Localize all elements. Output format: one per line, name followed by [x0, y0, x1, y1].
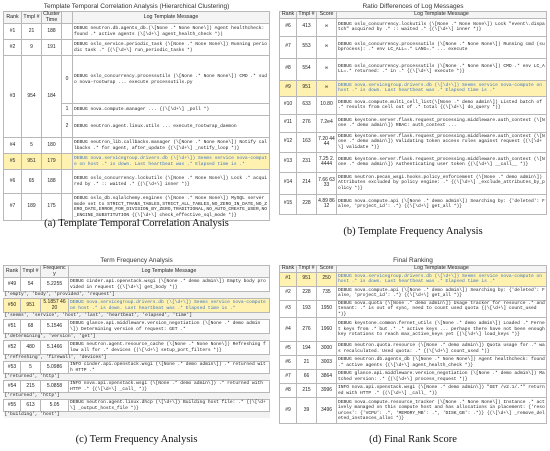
keyword-row: [4, 374, 270, 381]
message-cell: DEBUG neutron.agent.linux.utils ... execute_rootwrap_daemon: [73, 116, 270, 138]
rank-cell: #8: [280, 58, 297, 80]
message-cell: DEBUG oslo_concurrency.processutils (\[None .* None None\]) Running cmd (subprocess): .* env LC_ALL=.* LANG=.* ... execute: [337, 36, 547, 58]
tmpl-cell: 66: [297, 370, 317, 384]
score-cell: 250: [317, 272, 337, 286]
message-cell: DEBUG keystone.server.flask.request_processing.middleware.auth_context (\[None .* demo admin\]) RBAC: auth_context ...: [337, 114, 547, 132]
tmpl-cell: 39: [297, 398, 317, 424]
message-cell: DEBUG keystone.server.flask.request_processing.middleware.auth_context (\[None .* demo admin\]) Validating token access rules against request {(\[\d+\] validate *)}: [337, 132, 547, 152]
score-cell: 7.66 6333: [317, 172, 337, 194]
score-cell: 4.89 8612: [317, 194, 337, 214]
table-row-highlighted: [4, 154, 270, 170]
header-tmpl: Tmpl #: [22, 12, 42, 24]
score-cell: ∞: [317, 80, 337, 96]
header-index: [62, 12, 73, 24]
rank-cell: #7: [4, 194, 22, 221]
index-cell: [62, 138, 73, 154]
time-cell: 179: [42, 154, 62, 170]
rank-cell: #10: [280, 96, 297, 114]
table-row: [4, 320, 270, 334]
message-cell: INFO nova.api.openstack.wsgi (\[None .* demo admin\]) "GET /v2.1/.*" returned with HTTP .* {(\[\d+\] _call_ *)}: [338, 385, 545, 396]
caption-a: (a) Template Temporal Correlation Analysis: [44, 218, 229, 229]
header-rank: Rank: [4, 12, 22, 24]
score-cell: ∞: [317, 36, 337, 58]
header-message: Log Template Message: [69, 266, 270, 278]
panel-term-frequency: [3, 256, 270, 427]
panel-final-ranking: [279, 256, 547, 431]
score-cell: ∞: [317, 18, 337, 36]
score-cell: 7.25 2.4444: [317, 152, 337, 172]
frequency-cell: 5.0986: [41, 362, 69, 374]
message-cell: DEBUG nova.compute.api (\[None .* demo admin\]) Searching by: {'deleted': False, 'project_id': .*} {(\[\d+\] get_all *)}: [338, 287, 545, 299]
table-header-row: [4, 12, 270, 24]
rank-cell: #3: [4, 56, 22, 138]
index-cell: [62, 194, 73, 221]
keyword-row: [4, 412, 270, 419]
table-row: [280, 370, 547, 384]
message-cell: DEBUG neutron.agent.resource_cache (\[None .* None None\]) Refreshing flow all for .* devices {(\[\d+\] setup_port_filters *)}: [69, 341, 270, 355]
frequency-cell: 5.0858: [41, 381, 69, 393]
message-cell: DEBUG keystone.server.flask.request_processing.middleware.auth_context (\[None .* demo admin\]) Authenticating user token {(\[\d+\] __call__ *)}: [337, 152, 547, 172]
table-row: [4, 278, 270, 292]
keyword-list: ['empty', 'body', 'provided', 'request']: [4, 292, 270, 299]
keyword-list: ['returned', 'http']: [4, 393, 270, 400]
table-header-row: [4, 266, 270, 278]
message-cell: DEBUG neutron.agent.linux.dhcp (\[\d+\]) Building host file: .* {(\[\d+\] _output_hosts_file *)}: [69, 400, 270, 412]
table-row: [280, 152, 547, 172]
index-cell: [62, 170, 73, 194]
frequency-cell: 5.1546: [41, 320, 69, 334]
time-cell: 191: [42, 40, 62, 56]
table-row: [280, 356, 547, 370]
message-cell: DEBUG neutron.db.agents_db.(\[None .* None None\]) Agent healthcheck: found .* active agents (\[\d+\] agent_health_check *)): [73, 24, 270, 40]
table-row: [4, 381, 270, 393]
rank-cell: #6: [4, 170, 22, 194]
rank-cell: #9: [280, 80, 297, 96]
score-cell: 3864: [317, 370, 337, 384]
time-cell: 184: [42, 56, 62, 138]
table-row: [4, 24, 270, 40]
panel-d-title: Final Ranking: [393, 257, 433, 264]
table-row: [280, 96, 547, 114]
table-row: [4, 362, 270, 374]
table-row: [280, 132, 547, 152]
caption-c: (c) Term Frequency Analysis: [75, 434, 198, 445]
rank-cell: #2: [280, 286, 297, 300]
message-cell: DEBUG oslo_concurrency.lockutils (\[None .* None None\]) Lock .* acquired by .* :: waited .* {(\[\d+\] inner *)}: [73, 170, 270, 194]
tmpl-cell: 163: [297, 132, 317, 152]
rank-cell: #4: [4, 138, 22, 154]
table-row: [280, 318, 547, 342]
message-cell: DEBUG nova.servicegroup.drivers.db (\[\d+\]) Seems service nova-compute on host .* is down. Last heartbeat was .* Elapsed time is .*: [337, 80, 547, 96]
panel-template-frequency: [279, 2, 547, 222]
tmpl-cell: 54: [21, 278, 41, 292]
rank-cell: #7: [280, 370, 297, 384]
tmpl-cell: 951: [22, 154, 42, 170]
rank-cell: #52: [4, 341, 21, 355]
header-rank: Rank: [280, 12, 297, 19]
tmpl-cell: 480: [21, 341, 41, 355]
keyword-list: ['seems', 'service', 'host', 'last', 'heartbeat', 'elapsed', 'time']: [4, 313, 270, 320]
tmpl-cell: 193: [297, 300, 317, 318]
tmpl-cell: 215: [21, 381, 41, 393]
header-score: Score: [317, 266, 337, 273]
score-cell: 7.2e4: [317, 114, 337, 132]
header-rank: Rank: [4, 266, 21, 278]
tmpl-cell: 215: [297, 384, 317, 398]
message-cell: DEBUG oslo_db.sqlalchemy.engines (\[None .* None None\]) MySQL server mode set to STRICT_TRANS_TABLES,STRICT_ALL_TABLES,NO_ZERO_IN_DATE,NO_ZERO_DATE,ERROR_FOR_DIVISION_BY_ZERO,TRADITIONAL,NO_AUTO_CREATE_USER,NO_ENGINE_SUBSTITUTION {(\[\d+\] check_effective_sql_mode *)}: [73, 194, 270, 221]
tmpl-cell: 553: [297, 36, 317, 58]
message-cell: DEBUG nova.servicegroup.drivers.db (\[\d+\]) Seems service nova-compute on host .* is down. Last heartbeat was .* Elapsed time is .*: [73, 154, 270, 170]
keyword-row: [4, 334, 270, 341]
rank-cell: #14: [280, 172, 297, 194]
table-row-highlighted: [280, 80, 547, 96]
rank-cell: #4: [280, 318, 297, 342]
rank-cell: #55: [4, 400, 21, 412]
table-row: [4, 138, 270, 154]
panel-b-title: Ratio Differences of Log Messages: [362, 3, 464, 10]
keyword-row: [4, 313, 270, 320]
message-cell: DEBUG cinder.api.openstack.wsgi (\[None .* demo admin\]) Empty body provided in request {(\[\d+\] get_body *)}: [69, 278, 270, 292]
table-header-row: [280, 12, 547, 19]
time-cell: 175: [42, 194, 62, 221]
tmpl-cell: 21: [22, 24, 42, 40]
frequency-cell: 5.05: [41, 400, 69, 412]
tmpl-cell: 21: [297, 356, 317, 370]
index-cell: 0: [62, 56, 73, 104]
header-message: Log Template Message: [73, 12, 270, 24]
rank-cell: #8: [280, 384, 297, 398]
message-cell: DEBUG neutron.quota.resource (\[None .* demo admin\]) Quota usage for .* was recalculated. Used quota: .* {(\[\d+\] count_used *)}: [338, 343, 545, 354]
rank-cell: #12: [280, 132, 297, 152]
tmpl-cell: 413: [297, 18, 317, 36]
tmpl-cell: 951: [297, 272, 317, 286]
score-cell: 3496: [317, 398, 337, 424]
time-cell: 180: [42, 138, 62, 154]
message-cell: DEBUG nova.compute.manager ... {(\[\d+\] _poll *): [73, 104, 270, 116]
panel-template-temporal-correlation: [3, 2, 270, 218]
table-row: [4, 40, 270, 56]
table-row: [280, 398, 547, 424]
header-rank: Rank: [280, 266, 297, 273]
table-row: [280, 114, 547, 132]
index-cell: [62, 154, 73, 170]
table-row: [280, 342, 547, 356]
tmpl-cell: 554: [297, 58, 317, 80]
tmpl-cell: 231: [297, 152, 317, 172]
time-cell: 188: [42, 24, 62, 40]
rank-cell: #3: [280, 300, 297, 318]
table-row: [280, 384, 547, 398]
time-cell: 188: [42, 170, 62, 194]
index-cell: [62, 24, 73, 40]
rank-cell: #1: [4, 24, 22, 40]
rank-cell: #53: [4, 362, 21, 374]
table-row-highlighted: [4, 299, 270, 313]
keyword-row: [4, 292, 270, 299]
message-cell: INFO nova.api.openstack.wsgi (\[None .* demo admin\]) .* returned with HTTP .* {(\[\d+\] _call_ *)}: [69, 381, 270, 393]
message-cell: DEBUG nova.servicegroup.drivers.db (\[\d+\]) Seems service nova-compute on host .* is down. Last heartbeat was .* Elapsed time is .*: [69, 299, 270, 313]
rank-cell: #54: [4, 381, 21, 393]
tmpl-cell: 65: [22, 170, 42, 194]
message-cell: DEBUG neutron.db.agents_db (\[None .* None None\]) Agent healthcheck: found .* active agents {(\[\d+\] agent_health_check *)}: [338, 357, 545, 368]
table-row: [280, 58, 547, 80]
tmpl-cell: 954: [22, 56, 42, 138]
tmpl-cell: 633: [297, 96, 317, 114]
frequency-cell: 5.1857 4620: [41, 299, 69, 313]
caption-d: (d) Final Rank Score: [369, 434, 457, 445]
header-frequency: Frequency: [41, 266, 69, 278]
tmpl-cell: 228: [297, 286, 317, 300]
tmpl-cell: 68: [21, 320, 41, 334]
tmpl-cell: 276: [297, 318, 317, 342]
table-header-row: [280, 266, 547, 273]
rank-cell: #1: [280, 272, 297, 286]
score-cell: 3000: [317, 342, 337, 356]
message-cell: DEBUG oslo_concurrency.lockutils (\[None .* None None\]) Lock "event\.dispatch" acquired by .* :: waited .* {(\[\d+\] inner *)}: [337, 18, 547, 36]
table-row: [280, 172, 547, 194]
rank-cell: #15: [280, 194, 297, 214]
tmpl-cell: 5: [21, 362, 41, 374]
message-cell: DEBUG glance.api.middleware.version_negotiation (\[None .* demo admin\]) Determining version of request: GET .*: [69, 320, 270, 334]
keyword-list: ['determining', 'version', 'get']: [4, 334, 270, 341]
rank-cell: #51: [4, 320, 21, 334]
table-row: [280, 194, 547, 214]
table-row: [4, 400, 270, 412]
tmpl-cell: 189: [22, 194, 42, 221]
table-row: [280, 18, 547, 36]
tmpl-cell: 228: [297, 194, 317, 214]
table-row-highlighted: [280, 272, 547, 286]
caption-b: (b) Template Frequency Analysis: [343, 226, 483, 237]
rank-cell: #2: [4, 40, 22, 56]
header-tmpl: Tmpl #: [298, 265, 315, 271]
frequency-cell: 5.1466: [41, 341, 69, 355]
header-message: Log Template Message: [337, 12, 547, 19]
tmpl-cell: 613: [21, 400, 41, 412]
message-cell: DEBUG glance.api.middleware.version_negotiation (\[None .* demo admin\]) Matched version: .* {(\[\d+\] process_request *)}: [338, 371, 545, 382]
tmpl-cell: 214: [297, 172, 317, 194]
header-message: Log Template Message: [337, 266, 547, 273]
keyword-row: [4, 355, 270, 362]
message-cell: DEBUG nova.quota (\[None .* demo admin\]) Usage tracker for resource .* and tenant: .* is out of sync, need to count used quota {(\[\d+\] count_used *)}: [338, 300, 545, 317]
message-cell: DEBUG oslo_service.periodic_task (\[None .* None None\]) Running periodic task .* {(\[\d+\] run_periodic_tasks *): [73, 40, 270, 56]
rank-cell: #13: [280, 152, 297, 172]
score-cell: 7.20 4444: [317, 132, 337, 152]
table-row: [280, 36, 547, 58]
message-cell: DEBUG nova.servicegroup.drivers.db (\[\d+\]) Seems service nova-compute on host .* is down. Last heartbeat was .* Elapsed time is .*: [337, 272, 547, 286]
table-row: [4, 170, 270, 194]
score-cell: 10.80: [317, 96, 337, 114]
score-cell: 3996: [317, 384, 337, 398]
score-cell: 1950: [317, 300, 337, 318]
message-cell: DEBUG oslo_concurrency.processutils (\[None .* None None\]) CMD .* env LC_ALL=.* returned: .* in .* {(\[\d+\] execute *)}: [337, 58, 547, 80]
tmpl-cell: 951: [297, 80, 317, 96]
rank-cell: #9: [280, 398, 297, 424]
message-cell: DEBUG keystone.common.fernet_utils (\[None .* demo admin\]) Loaded .* Fernet keys from .* but .* .* active keys ... perhaps there have not been enough key rotations to reach max_active_keys yet {(\[\d+\] load_keys *)}: [337, 318, 547, 342]
message-cell: DEBUG neutron_lib.callbacks.manager (\[None .* None None\]) Notify callbacks .* for agent, after_update {(\[\d+\] _notify_loop *)}: [73, 138, 270, 154]
rank-cell: #7: [280, 36, 297, 58]
keyword-list: ['building', 'host']: [4, 412, 270, 419]
header-cluster-time: Cluster Time: [43, 11, 60, 23]
message-cell: DEBUG oslo_concurrency.processutils (\[None .* None None\]) CMD .* sudo nova-rootwrap ... execute processutils.py: [73, 56, 270, 104]
message-cell: INFO cinder.api.openstack.wsgi (\[None .* demo admin\]) .* returned with HTTP .*: [69, 362, 270, 374]
table-row: [280, 300, 547, 318]
header-tmpl: Tmpl #: [21, 266, 41, 278]
tmpl-cell: 5: [22, 138, 42, 154]
index-cell: 1: [62, 104, 73, 116]
rank-cell: #5: [280, 342, 297, 356]
table-row: [4, 194, 270, 221]
table-row: [280, 286, 547, 300]
panel-b-table: [279, 11, 547, 215]
rank-cell: #6: [280, 356, 297, 370]
tmpl-cell: 194: [297, 342, 317, 356]
score-cell: ∞: [317, 58, 337, 80]
index-cell: 2: [62, 116, 73, 138]
message-cell: DEBUG nova.compute.api (\[None .* demo admin\]) Searching by: {'deleted': False, 'project_id': .*} {(\[\d+\] get_all *)}: [337, 194, 547, 214]
rank-cell: #49: [4, 278, 21, 292]
score-cell: 3003: [317, 356, 337, 370]
score-cell: 1960: [317, 318, 337, 342]
rank-cell: #6: [280, 18, 297, 36]
table-row: [4, 56, 270, 104]
keyword-list: ['refreshing', 'firewall', 'devices']: [4, 355, 270, 362]
tmpl-cell: 276: [297, 114, 317, 132]
score-cell: 735: [317, 286, 337, 300]
panel-c-title: Term Frequency Analysis: [100, 257, 173, 264]
keyword-row: [4, 393, 270, 400]
panel-a-title: Template Temporal Correlation Analysis (Hierarchical Clustering): [43, 3, 230, 10]
message-cell: DEBUG nova.compute.resource_tracker (\[None .* None None\]) Instance .* actively managed on this compute host and has allocations in placement: {'resources': {'VCPU': .*, 'MEMORY_MB': .*, 'DISK_GB': .*}} {(\[\d+\] _remove_deleted_instances_alloc *)}: [337, 398, 547, 424]
tmpl-cell: 9: [22, 40, 42, 56]
message-cell: DEBUG nova.compute.multi_cell_list(\[None .* demo admin\]) Listed batch of .* results from cell out of .* total {(\[\d+\] do_query *)}: [337, 96, 547, 114]
rank-cell: #5: [4, 154, 22, 170]
index-cell: [62, 40, 73, 56]
table-row: [4, 341, 270, 355]
panel-c-table: [3, 265, 270, 418]
rank-cell: #50: [4, 299, 21, 313]
header-score: Score: [317, 12, 337, 19]
keyword-list: ['returned', 'http']: [4, 374, 270, 381]
panel-d-table: [279, 265, 547, 424]
header-tmpl: Tmpl #: [298, 11, 315, 17]
frequency-cell: 5.2255: [41, 278, 69, 292]
message-cell: DEBUG neutron.pecan_wsgi.hooks.policy_enforcement (\[None .* demo admin\]) Attributes excluded by policy engine: .* {(\[\d+\] _exclude_attributes_by_policy *)}: [337, 172, 547, 194]
tmpl-cell: 951: [21, 299, 41, 313]
panel-a-table: [3, 11, 270, 221]
rank-cell: #11: [280, 114, 297, 132]
